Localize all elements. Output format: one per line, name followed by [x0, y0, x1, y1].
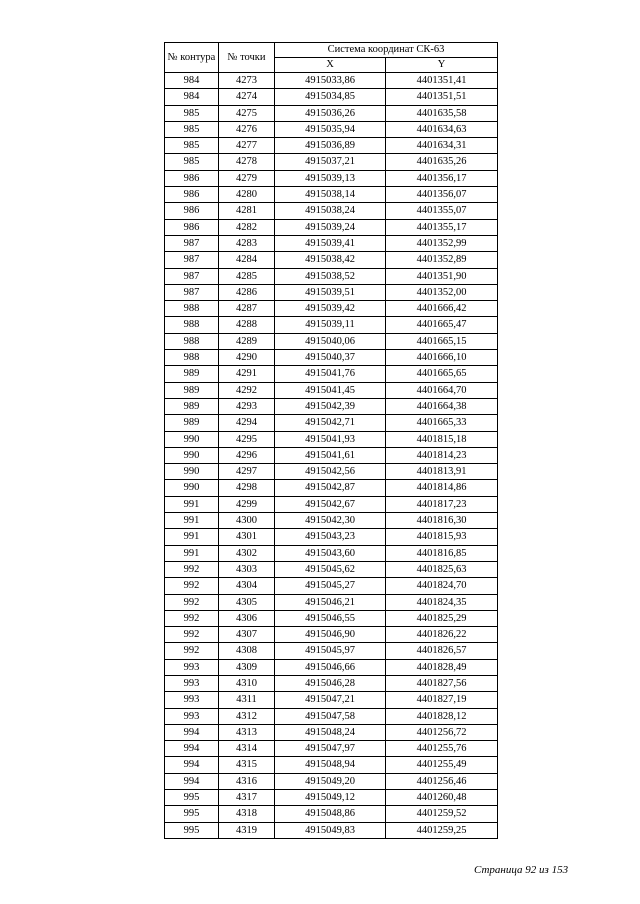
x-cell: 4915039,13 [275, 170, 386, 186]
x-cell: 4915041,76 [275, 366, 386, 382]
y-cell: 4401827,56 [386, 675, 498, 691]
contour-cell: 989 [165, 366, 219, 382]
contour-cell: 993 [165, 692, 219, 708]
point-cell: 4282 [219, 219, 275, 235]
y-cell: 4401256,72 [386, 724, 498, 740]
table-row [165, 692, 498, 708]
x-cell: 4915045,97 [275, 643, 386, 659]
contour-cell: 993 [165, 708, 219, 724]
contour-cell: 994 [165, 741, 219, 757]
contour-cell: 988 [165, 350, 219, 366]
point-cell: 4294 [219, 415, 275, 431]
table-row [165, 301, 498, 317]
point-cell: 4295 [219, 431, 275, 447]
contour-cell: 989 [165, 382, 219, 398]
table-row [165, 594, 498, 610]
contour-cell: 991 [165, 513, 219, 529]
y-cell: 4401814,23 [386, 447, 498, 463]
y-cell: 4401352,99 [386, 235, 498, 251]
point-cell: 4286 [219, 284, 275, 300]
table-row [165, 203, 498, 219]
x-cell: 4915041,45 [275, 382, 386, 398]
x-cell: 4915047,97 [275, 741, 386, 757]
x-cell: 4915045,62 [275, 561, 386, 577]
x-cell: 4915041,93 [275, 431, 386, 447]
contour-cell: 990 [165, 431, 219, 447]
y-cell: 4401351,51 [386, 89, 498, 105]
x-cell: 4915042,67 [275, 496, 386, 512]
table-row [165, 121, 498, 137]
point-cell: 4313 [219, 724, 275, 740]
x-cell: 4915046,66 [275, 659, 386, 675]
y-cell: 4401356,17 [386, 170, 498, 186]
x-cell: 4915043,60 [275, 545, 386, 561]
x-cell: 4915047,21 [275, 692, 386, 708]
contour-cell: 990 [165, 447, 219, 463]
table-row [165, 659, 498, 675]
point-cell: 4319 [219, 822, 275, 838]
y-cell: 4401665,65 [386, 366, 498, 382]
point-cell: 4291 [219, 366, 275, 382]
point-cell: 4284 [219, 252, 275, 268]
table-row [165, 790, 498, 806]
table-row [165, 822, 498, 838]
table-row [165, 333, 498, 349]
x-cell: 4915040,37 [275, 350, 386, 366]
x-cell: 4915047,58 [275, 708, 386, 724]
table-row [165, 708, 498, 724]
x-cell: 4915041,61 [275, 447, 386, 463]
contour-cell: 986 [165, 203, 219, 219]
x-cell: 4915048,24 [275, 724, 386, 740]
table-row [165, 513, 498, 529]
point-cell: 4300 [219, 513, 275, 529]
x-cell: 4915038,24 [275, 203, 386, 219]
x-cell: 4915039,24 [275, 219, 386, 235]
point-cell: 4289 [219, 333, 275, 349]
contour-cell: 992 [165, 578, 219, 594]
y-cell: 4401814,86 [386, 480, 498, 496]
y-cell: 4401259,25 [386, 822, 498, 838]
contour-cell: 995 [165, 806, 219, 822]
x-cell: 4915039,51 [275, 284, 386, 300]
contour-cell: 985 [165, 105, 219, 121]
x-cell: 4915042,71 [275, 415, 386, 431]
contour-cell: 987 [165, 284, 219, 300]
contour-cell: 985 [165, 154, 219, 170]
point-cell: 4283 [219, 235, 275, 251]
point-cell: 4312 [219, 708, 275, 724]
y-cell: 4401634,63 [386, 121, 498, 137]
point-cell: 4293 [219, 398, 275, 414]
point-cell: 4311 [219, 692, 275, 708]
y-cell: 4401255,76 [386, 741, 498, 757]
contour-cell: 984 [165, 73, 219, 89]
point-cell: 4307 [219, 627, 275, 643]
table-row [165, 268, 498, 284]
x-cell: 4915038,14 [275, 187, 386, 203]
y-cell: 4401355,17 [386, 219, 498, 235]
table-row [165, 366, 498, 382]
x-cell: 4915049,83 [275, 822, 386, 838]
point-cell: 4297 [219, 464, 275, 480]
x-cell: 4915034,85 [275, 89, 386, 105]
y-cell: 4401828,49 [386, 659, 498, 675]
table-row [165, 464, 498, 480]
table-row [165, 545, 498, 561]
point-cell: 4301 [219, 529, 275, 545]
contour-cell: 986 [165, 187, 219, 203]
table-row [165, 235, 498, 251]
point-cell: 4303 [219, 561, 275, 577]
point-cell: 4318 [219, 806, 275, 822]
y-cell: 4401824,70 [386, 578, 498, 594]
table-row [165, 154, 498, 170]
table-row [165, 398, 498, 414]
y-cell: 4401816,85 [386, 545, 498, 561]
x-cell: 4915042,30 [275, 513, 386, 529]
table-row [165, 415, 498, 431]
y-cell: 4401825,29 [386, 610, 498, 626]
contour-cell: 990 [165, 464, 219, 480]
y-cell: 4401665,47 [386, 317, 498, 333]
y-cell: 4401355,07 [386, 203, 498, 219]
table-row [165, 252, 498, 268]
contour-cell: 994 [165, 757, 219, 773]
table-row [165, 317, 498, 333]
x-cell: 4915046,28 [275, 675, 386, 691]
contour-cell: 987 [165, 252, 219, 268]
table-row [165, 757, 498, 773]
x-cell: 4915042,56 [275, 464, 386, 480]
point-cell: 4288 [219, 317, 275, 333]
contour-cell: 992 [165, 561, 219, 577]
x-cell: 4915036,26 [275, 105, 386, 121]
contour-cell: 990 [165, 480, 219, 496]
contour-cell: 986 [165, 219, 219, 235]
y-cell: 4401352,89 [386, 252, 498, 268]
y-cell: 4401351,90 [386, 268, 498, 284]
y-cell: 4401815,18 [386, 431, 498, 447]
x-cell: 4915038,42 [275, 252, 386, 268]
point-cell: 4273 [219, 73, 275, 89]
table-row [165, 741, 498, 757]
table-row [165, 627, 498, 643]
x-cell: 4915048,94 [275, 757, 386, 773]
point-cell: 4317 [219, 790, 275, 806]
x-cell: 4915038,52 [275, 268, 386, 284]
table-row [165, 480, 498, 496]
contour-cell: 984 [165, 89, 219, 105]
contour-cell: 989 [165, 415, 219, 431]
table-row [165, 284, 498, 300]
table-row [165, 431, 498, 447]
point-cell: 4285 [219, 268, 275, 284]
y-cell: 4401813,91 [386, 464, 498, 480]
table-row [165, 447, 498, 463]
x-cell: 4915042,39 [275, 398, 386, 414]
point-cell: 4316 [219, 773, 275, 789]
y-cell: 4401351,41 [386, 73, 498, 89]
x-cell: 4915046,90 [275, 627, 386, 643]
point-cell: 4314 [219, 741, 275, 757]
table-row [165, 724, 498, 740]
x-cell: 4915048,86 [275, 806, 386, 822]
table-row [165, 773, 498, 789]
table-row [165, 73, 498, 89]
header-y: Y [386, 58, 498, 73]
contour-cell: 988 [165, 317, 219, 333]
table-row [165, 806, 498, 822]
table-row [165, 105, 498, 121]
contour-cell: 991 [165, 529, 219, 545]
x-cell: 4915039,11 [275, 317, 386, 333]
contour-cell: 986 [165, 170, 219, 186]
page-number: Страница 92 из 153 [474, 864, 569, 876]
point-cell: 4290 [219, 350, 275, 366]
table-row [165, 643, 498, 659]
point-cell: 4299 [219, 496, 275, 512]
y-cell: 4401815,93 [386, 529, 498, 545]
point-cell: 4274 [219, 89, 275, 105]
y-cell: 4401666,10 [386, 350, 498, 366]
point-cell: 4302 [219, 545, 275, 561]
x-cell: 4915049,12 [275, 790, 386, 806]
point-cell: 4275 [219, 105, 275, 121]
table-row [165, 219, 498, 235]
y-cell: 4401352,00 [386, 284, 498, 300]
x-cell: 4915040,06 [275, 333, 386, 349]
point-cell: 4305 [219, 594, 275, 610]
contour-cell: 987 [165, 268, 219, 284]
header-coordinate-system: Система координат СК-63 [275, 43, 498, 58]
y-cell: 4401828,12 [386, 708, 498, 724]
x-cell: 4915043,23 [275, 529, 386, 545]
header-point: № точки [219, 43, 275, 73]
x-cell: 4915049,20 [275, 773, 386, 789]
y-cell: 4401665,33 [386, 415, 498, 431]
x-cell: 4915039,41 [275, 235, 386, 251]
table-row [165, 578, 498, 594]
point-cell: 4277 [219, 138, 275, 154]
contour-cell: 985 [165, 121, 219, 137]
y-cell: 4401666,42 [386, 301, 498, 317]
x-cell: 4915046,21 [275, 594, 386, 610]
y-cell: 4401256,46 [386, 773, 498, 789]
contour-cell: 992 [165, 594, 219, 610]
point-cell: 4296 [219, 447, 275, 463]
y-cell: 4401664,70 [386, 382, 498, 398]
contour-cell: 991 [165, 545, 219, 561]
x-cell: 4915046,55 [275, 610, 386, 626]
y-cell: 4401635,26 [386, 154, 498, 170]
contour-cell: 989 [165, 398, 219, 414]
contour-cell: 995 [165, 790, 219, 806]
y-cell: 4401826,57 [386, 643, 498, 659]
y-cell: 4401664,38 [386, 398, 498, 414]
contour-cell: 992 [165, 627, 219, 643]
point-cell: 4280 [219, 187, 275, 203]
table-row [165, 382, 498, 398]
y-cell: 4401825,63 [386, 561, 498, 577]
x-cell: 4915042,87 [275, 480, 386, 496]
y-cell: 4401665,15 [386, 333, 498, 349]
contour-cell: 994 [165, 773, 219, 789]
point-cell: 4276 [219, 121, 275, 137]
contour-cell: 985 [165, 138, 219, 154]
coordinates-table [164, 42, 498, 839]
point-cell: 4306 [219, 610, 275, 626]
contour-cell: 995 [165, 822, 219, 838]
y-cell: 4401635,58 [386, 105, 498, 121]
y-cell: 4401255,49 [386, 757, 498, 773]
contour-cell: 992 [165, 643, 219, 659]
header-x: X [275, 58, 386, 73]
contour-cell: 988 [165, 301, 219, 317]
contour-cell: 987 [165, 235, 219, 251]
point-cell: 4315 [219, 757, 275, 773]
table-row [165, 350, 498, 366]
contour-cell: 991 [165, 496, 219, 512]
y-cell: 4401827,19 [386, 692, 498, 708]
y-cell: 4401356,07 [386, 187, 498, 203]
x-cell: 4915039,42 [275, 301, 386, 317]
y-cell: 4401817,23 [386, 496, 498, 512]
contour-cell: 993 [165, 659, 219, 675]
point-cell: 4309 [219, 659, 275, 675]
x-cell: 4915036,89 [275, 138, 386, 154]
table-row [165, 187, 498, 203]
point-cell: 4310 [219, 675, 275, 691]
x-cell: 4915045,27 [275, 578, 386, 594]
header-contour: № контура [165, 43, 219, 73]
x-cell: 4915033,86 [275, 73, 386, 89]
point-cell: 4287 [219, 301, 275, 317]
y-cell: 4401260,48 [386, 790, 498, 806]
contour-cell: 988 [165, 333, 219, 349]
table-row [165, 89, 498, 105]
contour-cell: 993 [165, 675, 219, 691]
table-row [165, 675, 498, 691]
y-cell: 4401634,31 [386, 138, 498, 154]
table-row [165, 496, 498, 512]
point-cell: 4304 [219, 578, 275, 594]
y-cell: 4401816,30 [386, 513, 498, 529]
point-cell: 4308 [219, 643, 275, 659]
y-cell: 4401826,22 [386, 627, 498, 643]
point-cell: 4281 [219, 203, 275, 219]
y-cell: 4401824,35 [386, 594, 498, 610]
table-body [165, 73, 498, 839]
table-row [165, 138, 498, 154]
point-cell: 4292 [219, 382, 275, 398]
table-row [165, 561, 498, 577]
x-cell: 4915037,21 [275, 154, 386, 170]
table-row [165, 529, 498, 545]
contour-cell: 994 [165, 724, 219, 740]
table-row [165, 170, 498, 186]
y-cell: 4401259,52 [386, 806, 498, 822]
contour-cell: 992 [165, 610, 219, 626]
point-cell: 4279 [219, 170, 275, 186]
point-cell: 4298 [219, 480, 275, 496]
point-cell: 4278 [219, 154, 275, 170]
table-row [165, 610, 498, 626]
x-cell: 4915035,94 [275, 121, 386, 137]
